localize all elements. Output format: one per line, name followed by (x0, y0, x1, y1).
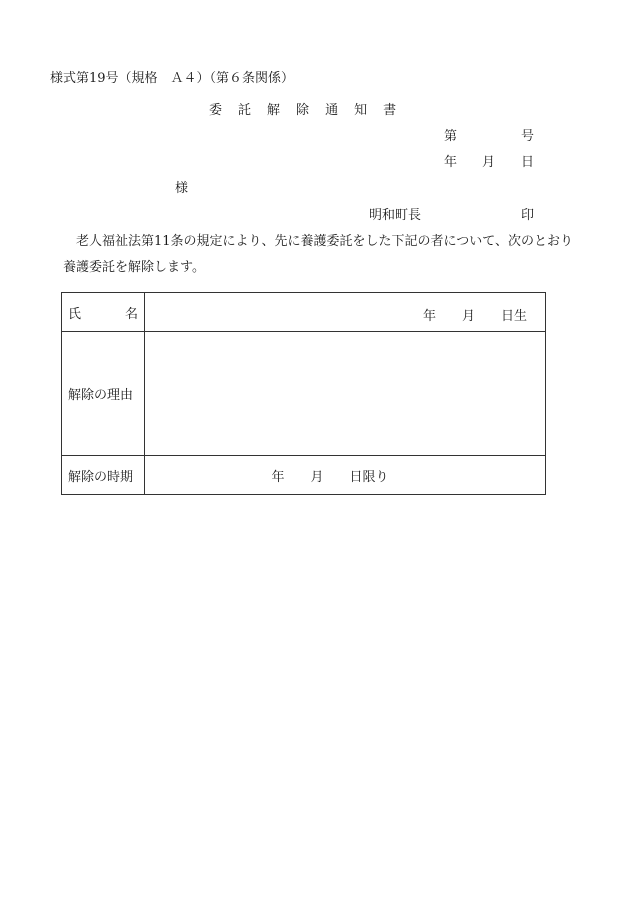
birth-date (423, 305, 527, 324)
birth-day: 日生 (500, 309, 527, 324)
body-text-line-1: 老人福祉法第11条の規定により、先に養護委託をした下記の者について、次のとおり (76, 234, 574, 249)
title-char: 通 (325, 103, 339, 118)
period-day: 日限り (349, 469, 389, 485)
birth-month: 月 (461, 309, 475, 324)
table-row-period (62, 456, 546, 495)
name-label-char: 名 (124, 306, 138, 322)
reason-label-cell: 解除の理由 (62, 332, 145, 456)
date-month: 月 (482, 155, 496, 170)
addressee-honorific: 様 (175, 181, 189, 196)
issuer-name: 明和町長 (369, 208, 422, 223)
name-label-char: 氏 (68, 306, 82, 322)
table-row-reason (62, 332, 546, 456)
title-char: 解 (267, 103, 281, 118)
table-row-name (62, 293, 546, 332)
period-value-cell[interactable] (145, 456, 546, 495)
info-table (61, 292, 546, 495)
date-day: 日 (521, 155, 535, 170)
period-label-cell: 解除の時期 (62, 456, 145, 495)
name-value-cell[interactable] (145, 293, 546, 332)
title-char: 書 (383, 103, 397, 118)
title-char: 託 (238, 103, 252, 118)
form-identifier: 様式第19号（規格 Ａ４）（第６条関係） (50, 71, 295, 86)
date-year: 年 (444, 155, 458, 170)
title-char: 委 (209, 103, 223, 118)
title-char: 除 (296, 103, 310, 118)
doc-number-prefix: 第 (444, 129, 458, 144)
birth-year: 年 (422, 309, 436, 324)
body-text-line-2: 養護委託を解除します。 (63, 260, 205, 275)
doc-number-suffix: 号 (521, 129, 535, 144)
period-year: 年 (271, 469, 285, 485)
seal-mark: 印 (521, 208, 535, 223)
period-month: 月 (310, 469, 324, 485)
reason-value-cell[interactable] (145, 332, 546, 456)
name-label-cell (62, 293, 145, 332)
title-char: 知 (354, 103, 368, 118)
document-title (209, 104, 396, 117)
